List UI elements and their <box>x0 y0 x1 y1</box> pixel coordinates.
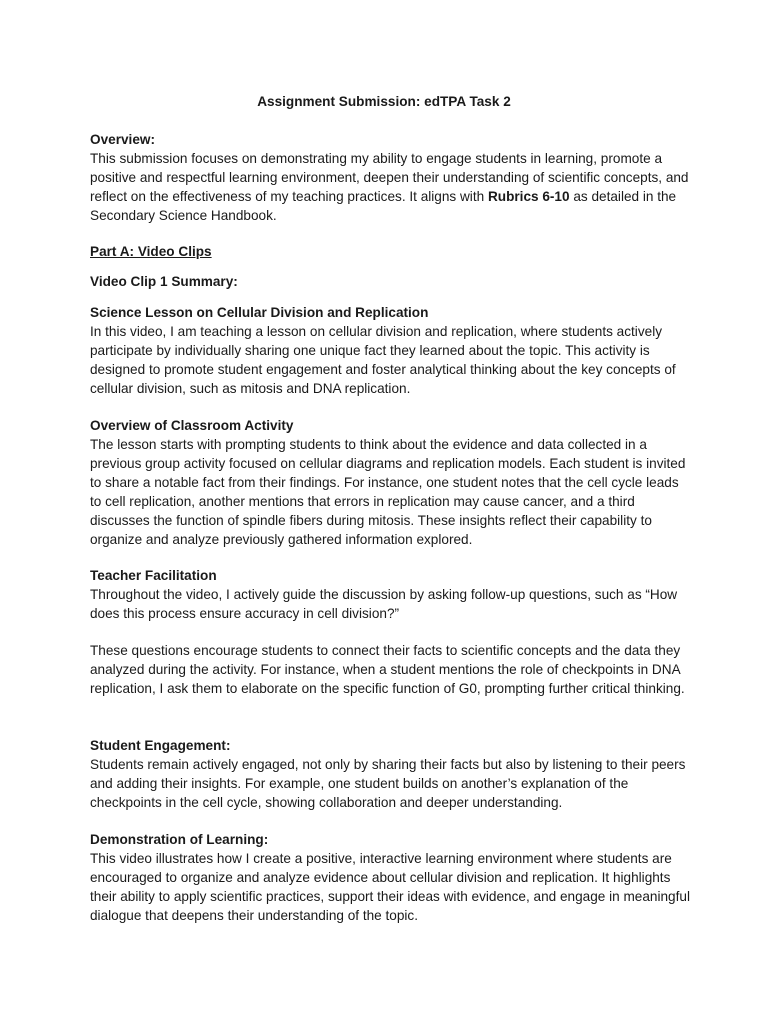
overview-section <box>90 130 690 225</box>
clip1-section <box>90 272 690 291</box>
teacher-facilitation-heading: Teacher Facilitation <box>90 568 217 583</box>
overview-text-after: as detailed in the Secondary Science Handbook. <box>90 189 677 223</box>
classroom-activity-heading: Overview of Classroom Activity <box>90 418 294 433</box>
science-lesson-text: In this video, I am teaching a lesson on cellular division and replication, where students actively participate by individually sharing one unique fact they learned about the topic. This activity is designed to promote student engagement and foster analytical thinking about the key concepts of cellular division, such as mitosis and DNA replication. <box>90 324 676 396</box>
part-a-heading: Part A: Video Clips <box>90 244 212 259</box>
science-lesson-section <box>90 303 690 398</box>
classroom-activity-text: The lesson starts with prompting students to think about the evidence and data collected in a previous group activity focused on cellular diagrams and replication models. Each student is invited to share a notable fact from their findings. For instance, one student notes that the cell cycle leads to cell replication, another mentions that errors in replication may cause cancer, and a third discusses the function of spindle fibers during mitosis. These insights reflect their capability to organize and analyze previously gathered information explored. <box>90 437 686 547</box>
teacher-facilitation-section-2 <box>90 641 690 698</box>
science-lesson-heading: Science Lesson on Cellular Division and Replication <box>90 305 429 320</box>
demonstration-text: This video illustrates how I create a positive, interactive learning environment where students are encouraged to organize and analyze evidence about cellular division and replication. It highlights their ability to apply scientific practices, support their ideas with evidence, and engage in meaningful dialogue that deepens their understanding of the topic. <box>90 851 690 923</box>
document-title: Assignment Submission: edTPA Task 2 <box>257 94 511 109</box>
student-engagement-text: Students remain actively engaged, not only by sharing their facts but also by listening to their peers and adding their insights. For example, one student builds on another’s explanation of the checkpoints in the cell cycle, showing collaboration and deeper understanding. <box>90 757 686 810</box>
teacher-facilitation-section <box>90 566 690 623</box>
classroom-activity-section <box>90 416 690 549</box>
teacher-facilitation-text-2: These questions encourage students to connect their facts to scientific concepts and the data they analyzed during the activity. For instance, when a student mentions the role of checkpoints in DNA replication, I ask them to elaborate on the specific function of G0, prompting further critical thinking. <box>90 643 685 696</box>
student-engagement-section <box>90 736 690 812</box>
overview-text-before: This submission focuses on demonstrating my ability to engage students in learning, promote a positive and respectful learning environment, deepen their understanding of scientific concepts, and reflect on the effectiveness of my teaching practices. It aligns with <box>90 151 689 204</box>
teacher-facilitation-text-1: Throughout the video, I actively guide the discussion by asking follow-up questions, such as “How does this process ensure accuracy in cell division?” <box>90 587 678 621</box>
overview-rubrics: Rubrics 6-10 <box>487 189 570 204</box>
part-a-section <box>90 242 690 261</box>
demonstration-heading: Demonstration of Learning: <box>90 832 269 847</box>
overview-text <box>90 149 690 225</box>
overview-heading: Overview: <box>90 132 155 147</box>
demonstration-section <box>90 830 690 925</box>
clip1-heading: Video Clip 1 Summary: <box>90 274 238 289</box>
student-engagement-heading: Student Engagement: <box>90 738 231 753</box>
